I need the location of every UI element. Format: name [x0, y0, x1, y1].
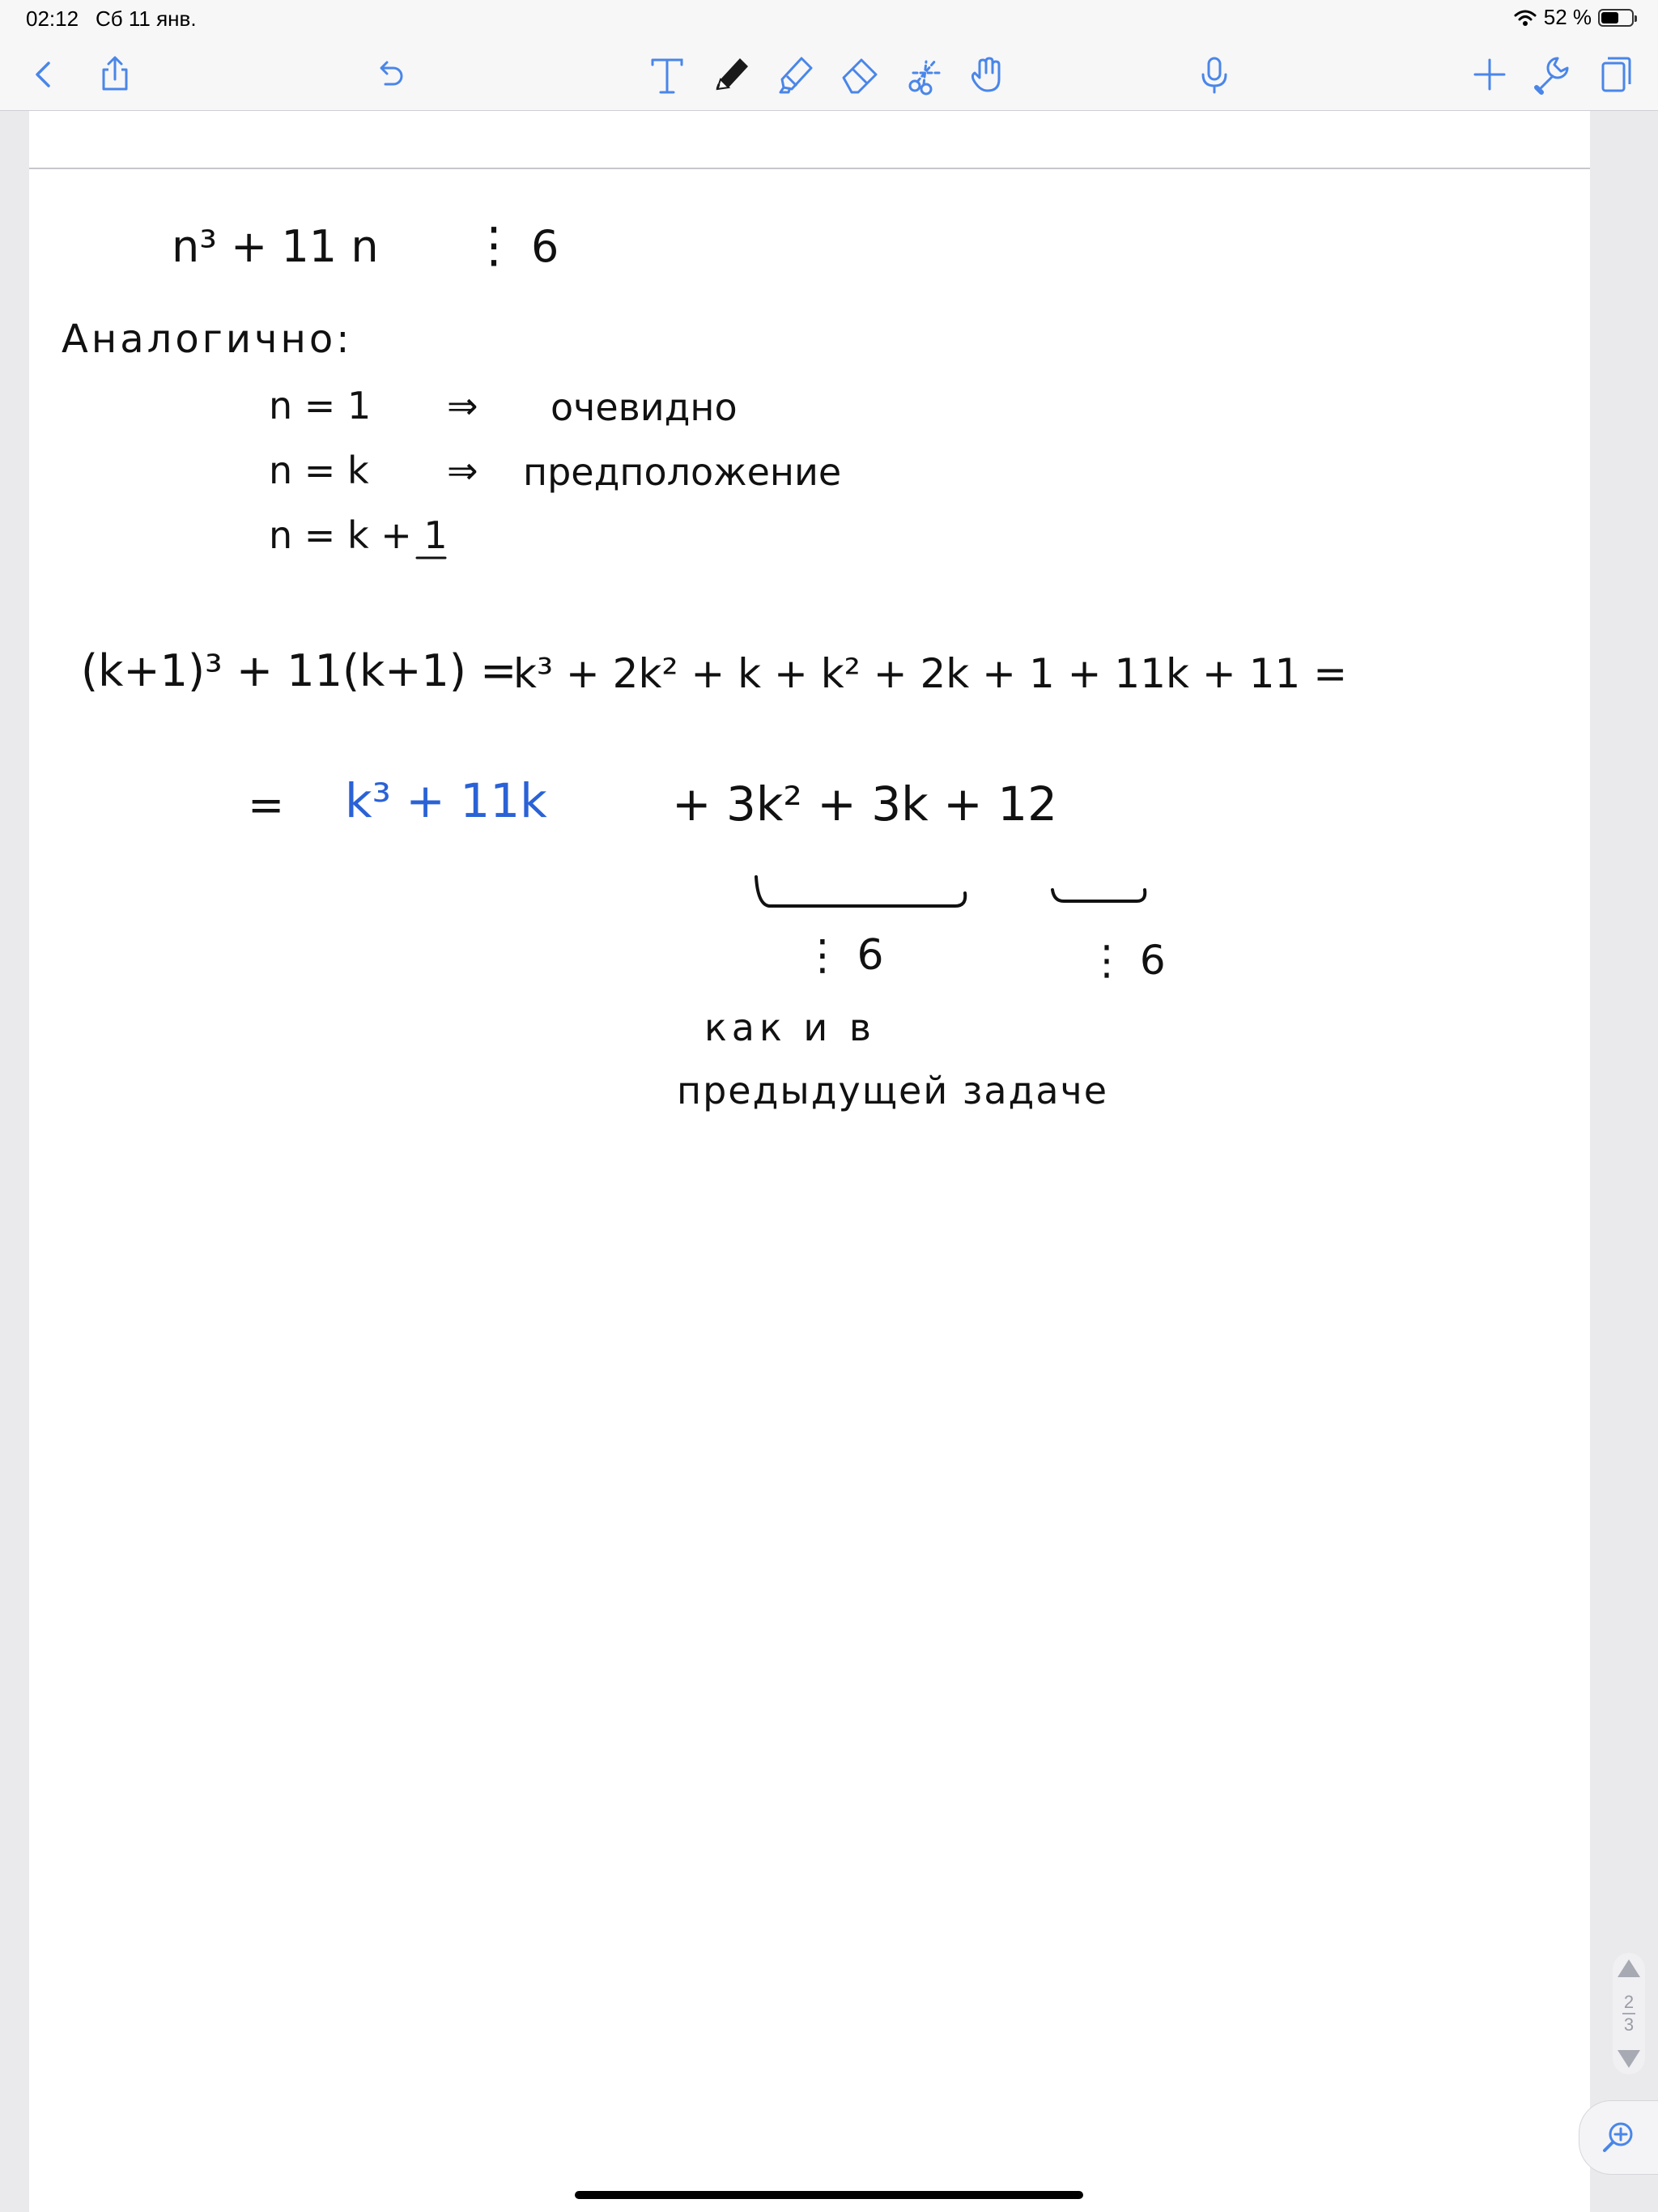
induction-steps: [269, 384, 841, 558]
highlighter-tool-icon: [772, 52, 818, 97]
hand-tool-icon: [963, 52, 1009, 97]
step1-lhs: n = 1: [269, 384, 372, 428]
regroup-equals: =: [248, 780, 285, 831]
highlighter-tool[interactable]: [769, 49, 821, 100]
step2-lhs: n = k: [269, 449, 369, 492]
wifi-icon: [1513, 8, 1537, 28]
step2-note: предположение: [523, 450, 842, 494]
share-icon: [92, 52, 138, 97]
next-page-icon[interactable]: [1618, 2050, 1640, 2068]
status-bar: [0, 0, 1658, 39]
pages-icon: [1592, 52, 1637, 97]
lasso-tool[interactable]: [899, 49, 950, 100]
text-tool-icon: [644, 52, 690, 97]
step1-note: очевидно: [551, 385, 738, 429]
status-time: 02:12: [26, 6, 79, 31]
regroup-rest: + 3k² + 3k + 12: [672, 776, 1058, 832]
microphone-button[interactable]: [1188, 49, 1240, 100]
share-button[interactable]: [89, 49, 141, 100]
add-icon: [1467, 52, 1512, 97]
settings-button[interactable]: [1525, 49, 1577, 100]
status-date: Сб 11 янв.: [96, 6, 197, 31]
hand-tool[interactable]: [960, 49, 1012, 100]
lasso-tool-icon: [902, 52, 947, 97]
page-navigator: [1613, 1953, 1645, 2074]
undo-button[interactable]: [364, 49, 416, 100]
battery-percent: 52 %: [1543, 5, 1592, 29]
comment-line1: как и в: [704, 1006, 877, 1049]
step2-arrow: ⇒: [447, 449, 478, 492]
heading-analogously: Аналогично:: [62, 317, 353, 362]
settings-wrench-icon: [1528, 52, 1574, 97]
regroup-blue-part: k³ + 11k: [345, 773, 547, 828]
status-right: [1513, 5, 1634, 30]
bracket-left-label: ⋮ 6: [801, 931, 884, 980]
pen-tool-icon: [708, 52, 753, 97]
line-divisibility-statement: [172, 217, 559, 274]
eraser-tool[interactable]: [834, 49, 886, 100]
add-page-button[interactable]: [1464, 49, 1516, 100]
pages-button[interactable]: [1588, 49, 1640, 100]
battery-icon: [1598, 9, 1634, 27]
regroup-line: [248, 773, 1057, 832]
eraser-tool-icon: [837, 52, 882, 97]
back-chevron-icon: [21, 52, 66, 97]
back-button[interactable]: [18, 49, 70, 100]
expansion-rhs: k³ + 2k² + k + k² + 2k + 1 + 11k + 11 =: [513, 650, 1348, 697]
previous-page-icon[interactable]: [1618, 1959, 1640, 1977]
microphone-icon: [1192, 52, 1237, 97]
undo-icon: [368, 52, 413, 97]
comment-line2: предыдущей задаче: [677, 1069, 1108, 1112]
current-page: 2: [1623, 1992, 1635, 2012]
home-indicator[interactable]: [575, 2191, 1083, 2199]
bracket-left: [756, 877, 965, 906]
page-indicator: [1622, 1993, 1635, 2034]
divisor-6: 6: [531, 221, 559, 272]
expansion-line: [81, 645, 1347, 697]
document-area[interactable]: [0, 111, 1658, 2212]
bracket-right: [1052, 890, 1145, 901]
bracket-right-label: ⋮ 6: [1086, 937, 1166, 984]
handwritten-notes: [0, 111, 1658, 2212]
toolbar: [0, 39, 1658, 111]
expr-n3-11n: n³ + 11 n: [172, 221, 379, 272]
zoom-button[interactable]: [1579, 2100, 1658, 2175]
step3-lhs: n = k + 1: [269, 513, 448, 557]
text-tool[interactable]: [641, 49, 693, 100]
step1-arrow: ⇒: [447, 384, 478, 428]
divides-sign: ⋮: [470, 217, 518, 274]
zoom-in-icon: [1600, 2118, 1639, 2157]
total-pages: 3: [1623, 2014, 1635, 2035]
expansion-lhs: (k+1)³ + 11(k+1) =: [81, 645, 517, 696]
pen-tool[interactable]: [704, 49, 756, 100]
